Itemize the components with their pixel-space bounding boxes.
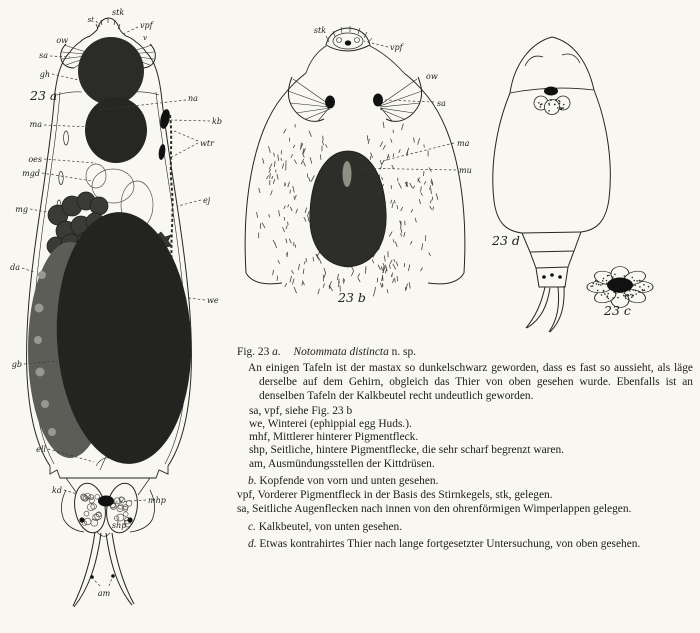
pigment-spot-mhp: [98, 496, 114, 507]
eye-spot-left-sa: [325, 96, 335, 109]
caption-item-b: [248, 474, 693, 488]
rosette-23c: [587, 267, 653, 318]
label-wtr: wtr: [200, 139, 214, 148]
species-name: Notommata distincta: [293, 346, 389, 358]
eye-spot-23d: [544, 87, 558, 96]
figure-23d-illustration: [480, 15, 700, 335]
eye-spot-right-sa: [373, 94, 383, 107]
item-d-letter: d.: [248, 537, 257, 550]
kittdruese-left: [71, 481, 109, 535]
mastax-slit: [343, 161, 352, 187]
item-b-text: Kopfende von vorn und unten gesehen.: [259, 474, 439, 487]
label-vpf: vpf: [140, 21, 153, 30]
label-ell: ell: [36, 445, 46, 454]
am-opening-right: [111, 574, 115, 578]
label-ow-b: ow: [426, 72, 438, 81]
brain-mass-gh: [78, 37, 144, 105]
label-v: v: [143, 34, 147, 42]
label-gb: gb: [11, 360, 22, 369]
label-mg: mg: [15, 205, 28, 214]
foot-dots-23d: [542, 273, 562, 279]
figure-23b-illustration: [230, 15, 480, 325]
figure-23d-23c: [480, 15, 700, 335]
label-shp: shp: [112, 521, 127, 530]
figure-23b: [230, 15, 480, 325]
item-c-text: Kalkbeutel, von unten gesehen.: [258, 520, 403, 533]
caption-fig-prefix: Fig. 23: [237, 346, 270, 358]
label-stk-b: stk: [313, 26, 327, 35]
caption-line-sa: sa, Seitliche Augenflecken nach innen von den ohrenförmigen Wimperlappen gelegen.: [237, 503, 632, 516]
caption-fig-letter: a.: [272, 346, 281, 358]
label-vpf-b: vpf: [390, 43, 403, 52]
pigment-spot-shp-left: [79, 517, 84, 522]
label-sa: sa: [39, 51, 48, 60]
caption-heading: [237, 346, 693, 359]
caption-paragraph: An einigen Tafeln ist der mastax so dunkelschwarz geworden, dass es fast so aussieht, als läge derselbe auf dem Gehirn, obgleich das Thier von oben gesehen wurde. Ebenfalls ist an denselben Tafeln der Kalkbeutel recht undeutlich geworden.: [248, 362, 693, 402]
caption-item-c: [248, 520, 693, 534]
label-kb: kb: [212, 117, 222, 126]
label-mgd: mgd: [22, 169, 40, 178]
key-line-shp: shp, Seitliche, hintere Pigmentflecke, die sehr scharf begrenzt waren.: [249, 444, 565, 457]
label-sa-b: sa: [437, 99, 446, 108]
figure-23a-illustration: [0, 0, 230, 633]
key-line-sa-vpf: sa, vpf, siehe Fig. 23 b: [249, 404, 353, 417]
pigment-spot-shp-right: [127, 517, 132, 522]
vpf-pigment-spot: [345, 40, 351, 45]
label-st: st: [87, 16, 94, 24]
key-line-am: am, Ausmündungsstellen der Kittdrüsen.: [249, 457, 435, 470]
figure-caption-23a: 23 a: [30, 88, 58, 103]
item-c-letter: c.: [248, 520, 256, 533]
caption-line-vpf: vpf, Vorderer Pigmentfleck in der Basis des Stirnkegels, stk, gelegen.: [237, 489, 553, 501]
label-ma: ma: [29, 120, 42, 129]
label-gh: gh: [39, 70, 50, 79]
figure-caption-23c: 23 c: [604, 303, 631, 318]
label-ma-b: ma: [457, 139, 470, 148]
figure-caption-23b: 23 b: [338, 290, 366, 305]
label-ej: ej: [203, 196, 211, 205]
item-b-letter: b.: [248, 474, 257, 487]
mastax-mass-ma: [85, 97, 147, 163]
label-we: we: [207, 296, 219, 305]
label-da: da: [10, 263, 20, 272]
label-ow: ow: [56, 36, 68, 45]
key-line-we: we, Winterei (ephippial egg Huds.).: [249, 417, 412, 430]
caption-item-d: [248, 537, 693, 551]
item-d-text: Etwas kontrahirtes Thier nach lange fortgesetzter Untersuchung, von oben gesehen.: [259, 537, 641, 550]
label-mhp: mhp: [148, 496, 166, 505]
label-kd: kd: [52, 486, 62, 495]
label-na: na: [188, 94, 198, 103]
figure-caption-23d: 23 d: [492, 233, 520, 248]
rosette-center: [607, 278, 633, 293]
key-line-mhf: mhf, Mittlerer hinterer Pigmentfleck.: [249, 431, 419, 444]
label-am: am: [97, 589, 111, 598]
figure-caption-text: [237, 346, 693, 551]
label-oes: oes: [28, 155, 42, 164]
am-opening-left: [90, 575, 94, 579]
kalkbeutel-23d: [534, 96, 570, 115]
species-suffix: n. sp.: [391, 346, 417, 358]
figure-23a: [0, 0, 230, 633]
label-stk: stk: [112, 8, 125, 17]
label-mu-b: mu: [459, 166, 472, 175]
